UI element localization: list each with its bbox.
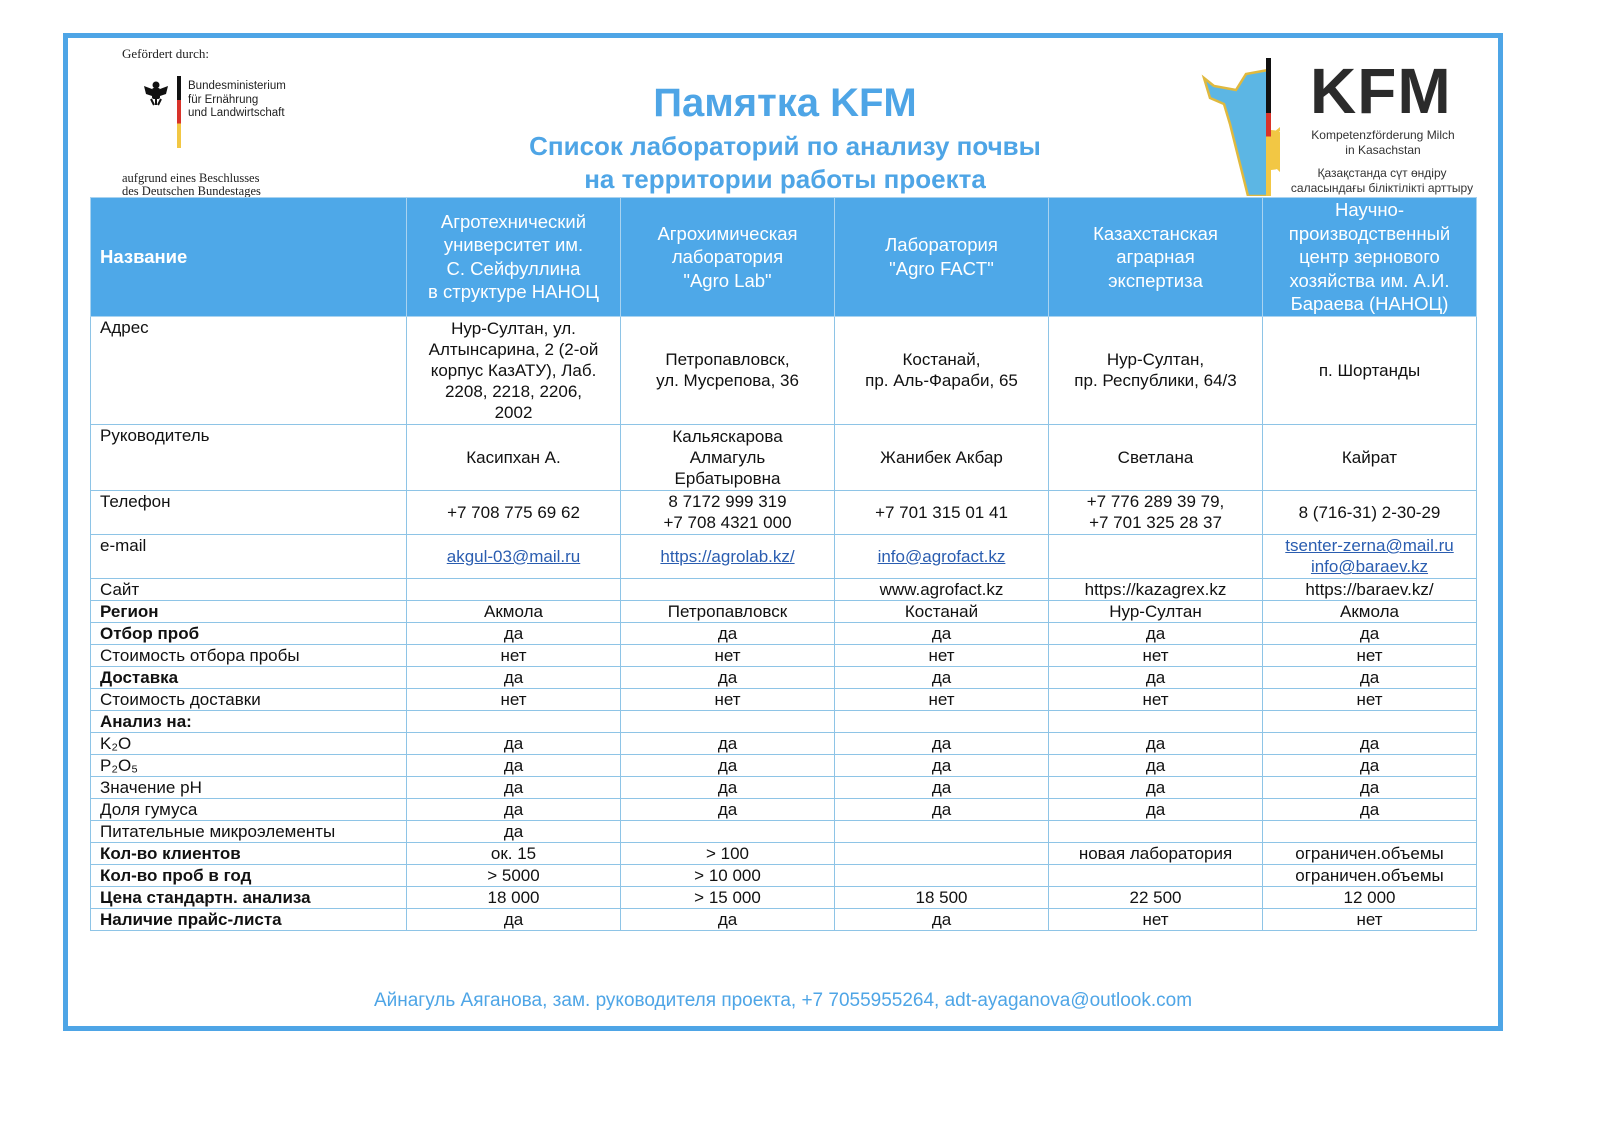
flag-bar [177,76,181,148]
row-label: Питательные микроэлементы [91,820,407,842]
cell-line: ул. Мусрепова, 36 [656,371,799,390]
column-header-lab [1263,198,1477,317]
column-header-lab [407,198,621,317]
flag-bar [1266,58,1271,196]
cell-line: 2208, 2218, 2206, [444,381,583,401]
table-row [91,666,1477,688]
table-cell [835,864,1049,886]
table-cell [621,316,835,424]
table-cell: да [835,666,1049,688]
cell-line: аграрная [1116,246,1195,267]
table-cell [1049,534,1263,578]
table-cell: да [1049,798,1263,820]
labs-table [90,197,1477,931]
table-cell: https://baraev.kz/ [1263,578,1477,600]
row-label: Стоимость отбора пробы [91,644,407,666]
table-cell: да [1049,732,1263,754]
cell-line: экспертиза [1108,269,1203,291]
cell-line: Кайрат [1341,447,1398,467]
table-row-address [91,316,1477,424]
cell-line: С. Сейфуллина [446,257,581,279]
table-row-head [91,424,1477,490]
table-row [91,578,1477,600]
cell-line: +7 776 289 39 79, [1086,492,1225,511]
cell-line: 8 (716-31) 2-30-29 [1298,502,1441,522]
table-cell: да [621,776,835,798]
row-label: Кол-во проб в год [91,864,407,886]
table-cell: нет [407,688,621,710]
table-cell: > 5000 [407,864,621,886]
column-header-lab [1049,198,1263,317]
table-cell [407,316,621,424]
kfm-subtitle-de: Kompetenzförderung Milch in Kasachstan [1311,128,1455,157]
table-cell: да [1049,622,1263,644]
cell-line: производственный [1288,222,1451,244]
table-cell [407,534,621,578]
table-row [91,600,1477,622]
table-cell [407,490,621,534]
table-row [91,864,1477,886]
cell-line: 8 7172 999 319 [668,492,787,511]
table-cell [407,710,621,732]
table-cell: да [621,732,835,754]
table-cell [621,578,835,600]
table-cell [835,710,1049,732]
table-row-phone [91,490,1477,534]
cell-line: п. Шортанды [1318,360,1421,380]
email-link[interactable]: tsenter-zerna@mail.ru [1285,536,1454,555]
cell-line: "Agro Lab" [683,269,772,291]
row-label: Доля гумуса [91,798,407,820]
cell-line: Алтынсарина, 2 (2-ой [428,339,599,359]
cell-line: центр зернового [1299,246,1440,267]
email-link[interactable]: info@agrofact.kz [877,546,1006,566]
cell-line: университет им. [443,234,584,256]
row-label: Наличие прайс-листа [91,908,407,930]
table-cell: 18 500 [835,886,1049,908]
footer-contact: Айнагуль Аяганова, зам. руководителя проекта, +7 7055955264, adt-ayaganova@outlook.com [373,990,1193,1011]
table-cell [621,424,835,490]
cell-line: +7 708 775 69 62 [447,502,580,522]
cell-line: +7 708 4321 000 [663,513,792,532]
cell-line: Касипхан А. [466,447,561,467]
table-row [91,776,1477,798]
cell-line: +7 701 325 28 37 [1089,513,1222,532]
row-label: Регион [91,600,407,622]
table-row [91,732,1477,754]
table-cell [1049,864,1263,886]
table-cell: да [621,908,835,930]
table-cell: да [621,798,835,820]
table-cell: нет [835,644,1049,666]
table-cell: > 15 000 [621,886,835,908]
cell-line: Нур-Султан, [1106,350,1205,369]
table-cell: да [835,908,1049,930]
table-cell: 12 000 [1263,886,1477,908]
table-cell [1263,710,1477,732]
table-cell: нет [1263,688,1477,710]
table-cell [1263,490,1477,534]
table-row [91,622,1477,644]
federal-eagle-icon [142,80,170,106]
table-cell: да [1049,666,1263,688]
table-cell: > 10 000 [621,864,835,886]
table-row [91,644,1477,666]
table-row [91,798,1477,820]
table-cell: новая лаборатория [1049,842,1263,864]
funder-logo [122,46,422,196]
table-cell [1263,424,1477,490]
row-label: Адрес [91,316,407,424]
cell-line: Петропавловск, [665,350,790,369]
table-cell [1049,490,1263,534]
table-cell [1049,710,1263,732]
table-cell: да [835,798,1049,820]
table-cell: да [835,776,1049,798]
column-header-name: Название [91,198,407,317]
row-label: Сайт [91,578,407,600]
page-subtitle: Список лабораторий по анализу почвы на территории работы проекта [529,131,1041,194]
table-cell: > 100 [621,842,835,864]
table-cell [407,424,621,490]
table-cell [621,534,835,578]
table-cell: нет [1049,908,1263,930]
table-cell: нет [1263,644,1477,666]
cell-line: Казахстанская [1093,222,1218,244]
email-link[interactable]: info@baraev.kz [1310,557,1429,576]
table-cell [621,710,835,732]
bundestag-text: aufgrund eines Beschlusses des Deutschen Bundestages [122,171,261,198]
table-cell: нет [621,644,835,666]
table-cell [1263,534,1477,578]
cell-line: Ербатыровна [674,468,781,488]
table-row [91,908,1477,930]
kfm-wordmark: KFM [1310,55,1452,127]
table-row [91,842,1477,864]
table-cell: да [1263,666,1477,688]
row-label: Телефон [91,490,407,534]
table-cell [835,842,1049,864]
table-cell: 18 000 [407,886,621,908]
cell-line: Костанай, [902,350,981,369]
table-cell: да [407,908,621,930]
table-cell: www.agrofact.kz [835,578,1049,600]
cell-line: Лаборатория [885,234,998,256]
table-cell: нет [1049,688,1263,710]
cell-line: Алмагуль [689,447,766,467]
table-cell: да [407,776,621,798]
table-row [91,886,1477,908]
cell-line: Агрохимическая [657,222,798,244]
cell-line: в структуре НАНОЦ [428,281,599,303]
row-label: Руководитель [91,424,407,490]
table-cell: нет [835,688,1049,710]
table-cell: нет [1049,644,1263,666]
table-cell: 22 500 [1049,886,1263,908]
table-cell [1049,424,1263,490]
row-label: Кол-во клиентов [91,842,407,864]
table-cell: да [407,732,621,754]
row-label: K₂O [91,732,407,754]
table-cell: да [835,622,1049,644]
cell-line: Жанибек Акбар [880,447,1003,467]
table-cell: да [1263,754,1477,776]
table-cell: Петропавловск [621,600,835,622]
table-cell: да [407,754,621,776]
cell-line: пр. Аль-Фараби, 65 [865,371,1018,390]
table-cell [835,490,1049,534]
table-cell: https://kazagrex.kz [1049,578,1263,600]
table-cell: ок. 15 [407,842,621,864]
table-cell [1263,820,1477,842]
table-cell: да [835,754,1049,776]
table-row [91,754,1477,776]
table-cell: да [1263,776,1477,798]
cell-line: Научно- [1335,199,1404,220]
table-cell: Акмола [407,600,621,622]
table-cell: да [407,622,621,644]
table-cell: да [835,732,1049,754]
row-label: Значение pH [91,776,407,798]
table-cell: да [1049,754,1263,776]
table-cell [1049,820,1263,842]
cell-line: хозяйства им. А.И. [1289,269,1450,291]
table-cell: ограничен.объемы [1263,842,1477,864]
row-label: Стоимость доставки [91,688,407,710]
table-cell [1049,316,1263,424]
table-cell [621,820,835,842]
column-header-lab [835,198,1049,317]
email-link[interactable]: akgul-03@mail.ru [446,546,581,566]
cell-line: лаборатория [671,246,784,267]
row-label: P₂O₅ [91,754,407,776]
table-cell [407,578,621,600]
table-cell [835,316,1049,424]
cell-line: Кальяскарова [672,426,783,446]
table-row [91,820,1477,842]
row-label: Анализ на: [91,710,407,732]
row-label: Отбор проб [91,622,407,644]
table-cell [835,534,1049,578]
table-cell: Нур-Султан [1049,600,1263,622]
table-header-row [91,198,1477,317]
page-title: Памятка KFM [653,81,917,125]
table-row-email [91,534,1477,578]
table-cell: да [1263,622,1477,644]
column-header-lab [621,198,835,317]
email-link[interactable]: https://agrolab.kz/ [660,546,795,566]
table-cell: да [621,754,835,776]
row-label: Доставка [91,666,407,688]
table-cell: да [407,798,621,820]
table-cell [621,490,835,534]
table-cell: нет [1263,908,1477,930]
table-cell: ограничен.объемы [1263,864,1477,886]
row-label: Цена стандартн. анализа [91,886,407,908]
cell-line: 2002 [494,402,533,422]
table-cell: нет [621,688,835,710]
gefordert-text: Gefördert durch: [122,46,209,61]
table-cell: да [621,666,835,688]
ministry-name: Bundesministerium für Ernährung und Landwirtschaft [188,80,286,119]
cell-line: Нур-Султан, ул. [451,318,576,338]
table-row [91,710,1477,732]
table-cell [835,820,1049,842]
cell-line: корпус КазАТУ), Лаб. [430,360,597,380]
cell-line: "Agro FACT" [889,257,994,279]
table-cell [835,424,1049,490]
kfm-subtitle-kz: Қазақстанда сүт өндіру саласындағы біліктілікті арттыру [1290,166,1474,195]
cell-line: Бараева (НАНОЦ) [1290,293,1449,314]
cell-line: Светлана [1117,447,1194,467]
table-cell: Акмола [1263,600,1477,622]
table-cell: да [407,666,621,688]
table-cell: да [1049,776,1263,798]
table-cell: Костанай [835,600,1049,622]
cell-line: пр. Республики, 64/3 [1074,371,1237,390]
table-cell: да [1263,732,1477,754]
kfm-logo [1200,56,1490,198]
row-label: e-mail [91,534,407,578]
table-cell [1263,316,1477,424]
table-cell: да [1263,798,1477,820]
table-cell: нет [407,644,621,666]
cell-line: +7 701 315 01 41 [875,502,1008,522]
cell-line: Агротехнический [440,210,587,232]
table-cell: да [407,820,621,842]
table-row [91,688,1477,710]
table-cell: да [621,622,835,644]
